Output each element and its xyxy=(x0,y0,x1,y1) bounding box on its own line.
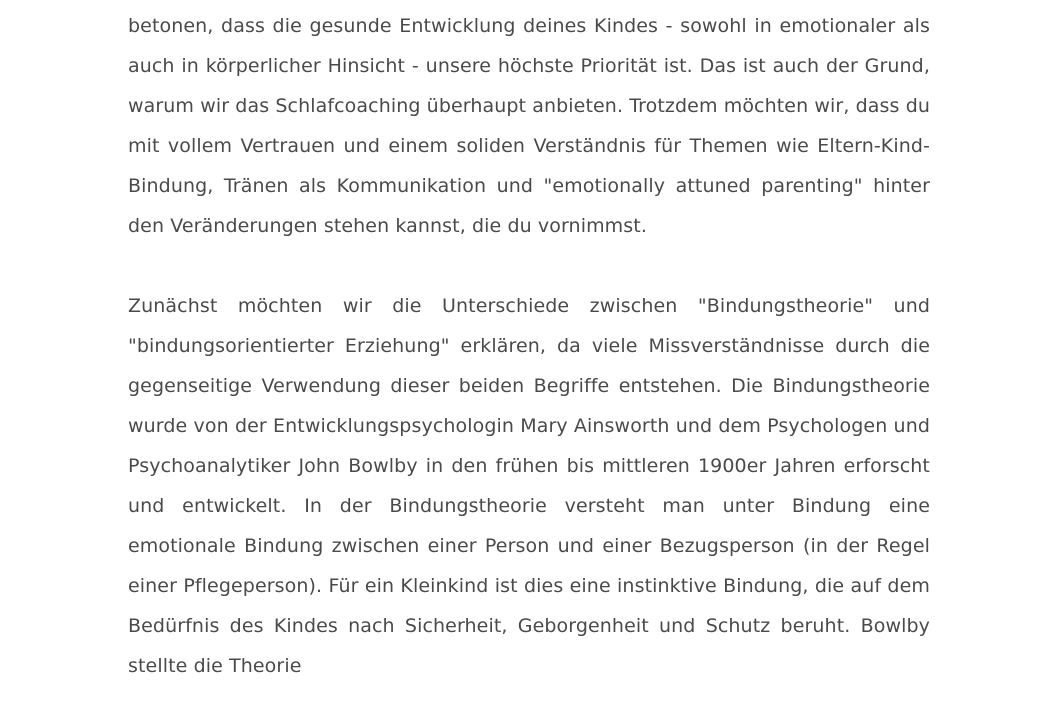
paragraph-attachment-theory: Zunächst möchten wir die Unterschiede zwischen "Bindungstheorie" und "bindungsorientierter Erziehung" erklären, da viele Missverständnisse durch die gegenseitige Verwendung dieser beiden Begriffe entstehen. Die Bindungstheorie wurde von der Entwicklungspsychologin Mary Ainsworth und dem Psychologen und Psychoanalytiker John Bowlby in den frühen bis mittleren 1900er Jahren erforscht und entwickelt. In der Bindungstheorie versteht man unter Bindung eine emotionale Bindung zwischen einer Person und einer Bezugsperson (in der Regel einer Pflegeperson). Für ein Kleinkind ist dies eine instinktive Bindung, die auf dem Bedürfnis des Kindes nach Sicherheit, Geborgenheit und Schutz beruht. Bowlby stellte die Theorie xyxy=(128,295,930,677)
paragraph-parent-concern: betonen, dass die gesunde Entwicklung deines Kindes - sowohl in emotionaler als auch in körperlicher Hinsicht - unsere höchste Priorität ist. Das ist auch der Grund, warum wir das Schlafcoaching überhaupt anbieten. Trotzdem möchten wir, dass du mit vollem Vertrauen und einem soliden Verständnis für Themen wie Eltern-Kind-Bindung, Tränen als Kommunikation und "emotionally attuned parenting" hinter den Veränderungen stehen kannst, die du vornimmst. xyxy=(128,15,930,237)
document-body xyxy=(128,0,930,726)
